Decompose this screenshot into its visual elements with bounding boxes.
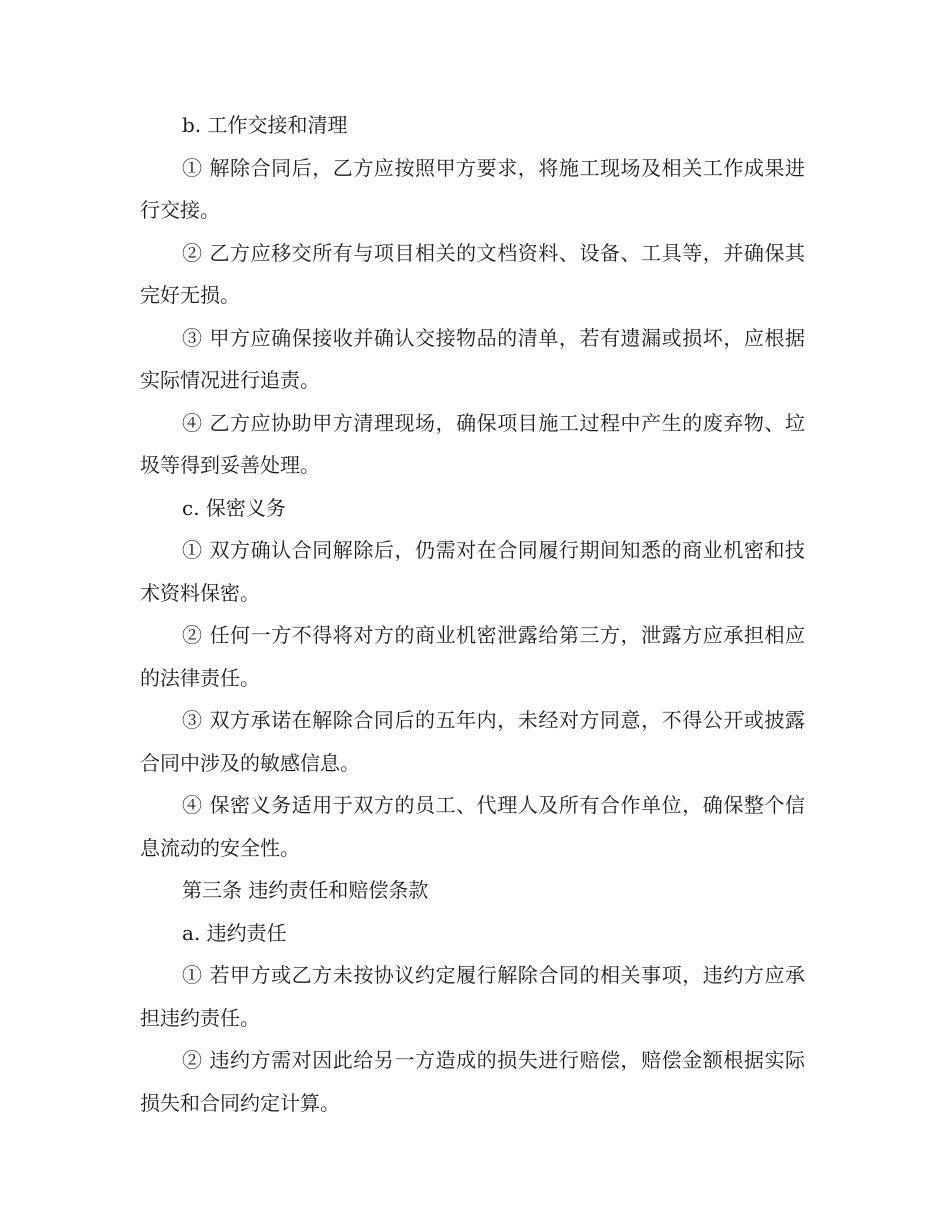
clause-item: ① 解除合同后，乙方应按照甲方要求，将施工现场及相关工作成果进行交接。 xyxy=(140,155,805,222)
section-heading-confidentiality: c. 保密义务 xyxy=(182,495,286,520)
clause-item: ① 双方确认合同解除后，仍需对在合同履行期间知悉的商业机密和技术资料保密。 xyxy=(140,538,805,605)
document-body xyxy=(140,104,805,1124)
clause-item: ② 违约方需对因此给另一方造成的损失进行赔偿，赔偿金额根据实际损失和合同约定计算。 xyxy=(140,1048,805,1115)
clause-item: ③ 甲方应确保接收并确认交接物品的清单，若有遗漏或损坏，应根据实际情况进行追责。 xyxy=(140,325,805,392)
section-heading-work-handover: b. 工作交接和清理 xyxy=(182,113,348,137)
clause-item: ④ 保密义务适用于双方的员工、代理人及所有合作单位，确保整个信息流动的安全性。 xyxy=(140,793,805,860)
clause-item: ④ 乙方应协助甲方清理现场，确保项目施工过程中产生的废弃物、垃圾等得到妥善处理。 xyxy=(140,410,805,477)
clause-item: ② 任何一方不得将对方的商业机密泄露给第三方，泄露方应承担相应的法律责任。 xyxy=(140,623,805,690)
section-heading-breach: a. 违约责任 xyxy=(182,920,287,945)
clause-item: ② 乙方应移交所有与项目相关的文档资料、设备、工具等，并确保其完好无损。 xyxy=(140,240,805,307)
clause-item: ③ 双方承诺在解除合同后的五年内，未经对方同意，不得公开或披露合同中涉及的敏感信息。 xyxy=(140,708,805,775)
clause-item: ① 若甲方或乙方未按协议约定履行解除合同的相关事项，违约方应承担违约责任。 xyxy=(140,963,805,1030)
article-heading-liability: 第三条 违约责任和赔偿条款 xyxy=(182,878,429,902)
